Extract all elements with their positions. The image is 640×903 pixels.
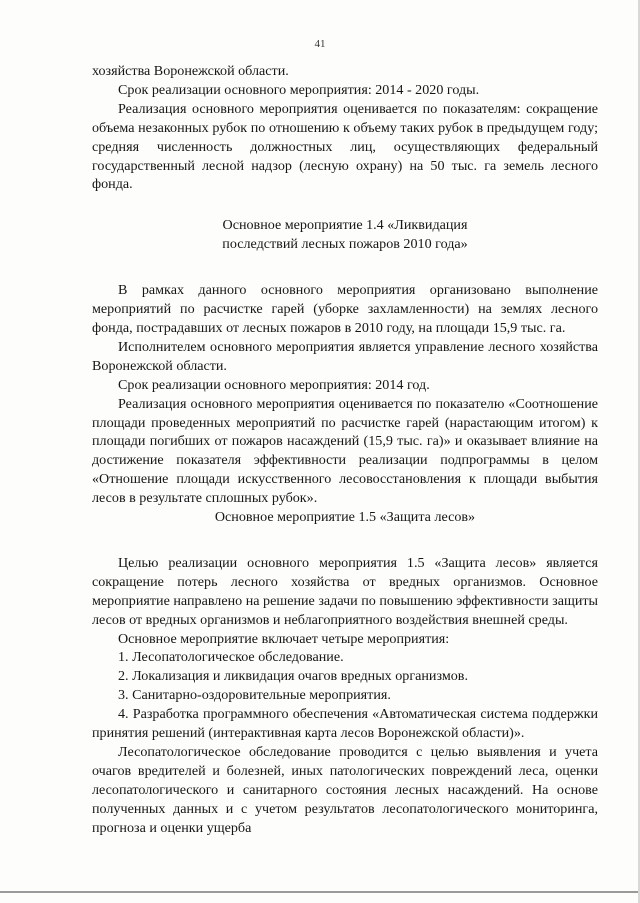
section-1-4-heading-line2: последствий лесных пожаров 2010 года»: [222, 236, 468, 253]
section-1-4-paragraph: Исполнителем основного мероприятия является управление лесного хозяйства Воронежской области.: [92, 338, 598, 374]
list-item: 4. Разработка программного обеспечения «Автоматическая система поддержки принятия решений (интерактивная карта лесов Воронежской области)».: [92, 706, 598, 742]
document-body: [92, 62, 598, 838]
list-item: 3. Санитарно-оздоровительные мероприятия.: [118, 687, 391, 704]
paragraph-continuation: хозяйства Воронежской области.: [92, 63, 289, 79]
section-1-4-paragraph: Срок реализации основного мероприятия: 2014 год.: [118, 376, 430, 393]
section-1-4-paragraph: Реализация основного мероприятия оценивается по показателю «Соотношение площади проведенных мероприятий по расчистке гарей (нарастающим итогом) к площади погибших от пожаров насаждений (15,9 тыс. га)» и оказывает влияние на достижение показателя эффективности реализации подпрограммы в целом «Отношение площади искусственного лесовосстановления к площади выбытия лесов в результате сплошных рубок».: [92, 395, 598, 507]
list-item: 2. Локализация и ликвидация очагов вредных организмов.: [118, 668, 468, 685]
section-1-5-paragraph: Целью реализации основного мероприятия 1.5 «Защита лесов» является сокращение потерь лесного хозяйства от вредных организмов. Основное мероприятие направлено на решение задачи по повышению эффективности защиты лесов от вредных организмов и неблагоприятного воздействия внешней среды.: [92, 554, 598, 628]
section-1-5-paragraph: Лесопатологическое обследование проводится с целью выявления и учета очагов вредителей и болезней, иных патологических повреждений леса, оценки лесопатологического и санитарного состояния лесных насаждений. На основе полученных данных и с учетом результатов лесопатологического мониторинга, прогноза и оценки ущерба: [92, 744, 598, 836]
section-1-5-heading: Основное мероприятие 1.5 «Защита лесов»: [214, 509, 476, 526]
paragraph-indicators: Реализация основного мероприятия оценивается по показателям: сокращение объема незаконных рубок по отношению к объему таких рубок в предыдущем году; средняя численность должностных лиц, осуществляющих федеральный государственный лесной надзор (лесную охрану) на 50 тыс. га земель лесного фонда.: [92, 100, 598, 193]
page-number: 41: [314, 38, 326, 50]
paragraph-term: Срок реализации основного мероприятия: 2014 - 2020 годы.: [118, 81, 480, 98]
scan-bottom-edge: [0, 891, 640, 893]
list-item: 1. Лесопатологическое обследование.: [118, 649, 344, 666]
section-1-4-heading-line1: Основное мероприятие 1.4 «Ликвидация: [222, 217, 468, 234]
section-1-4-paragraph: В рамках данного основного мероприятия организовано выполнение мероприятий по расчистке гарей (уборке захламленности) на землях лесного фонда, пострадавших от лесных пожаров в 2010 году, на площади 15,9 тыс. га.: [92, 282, 598, 336]
section-1-5-paragraph: Основное мероприятие включает четыре мероприятия:: [118, 630, 450, 647]
